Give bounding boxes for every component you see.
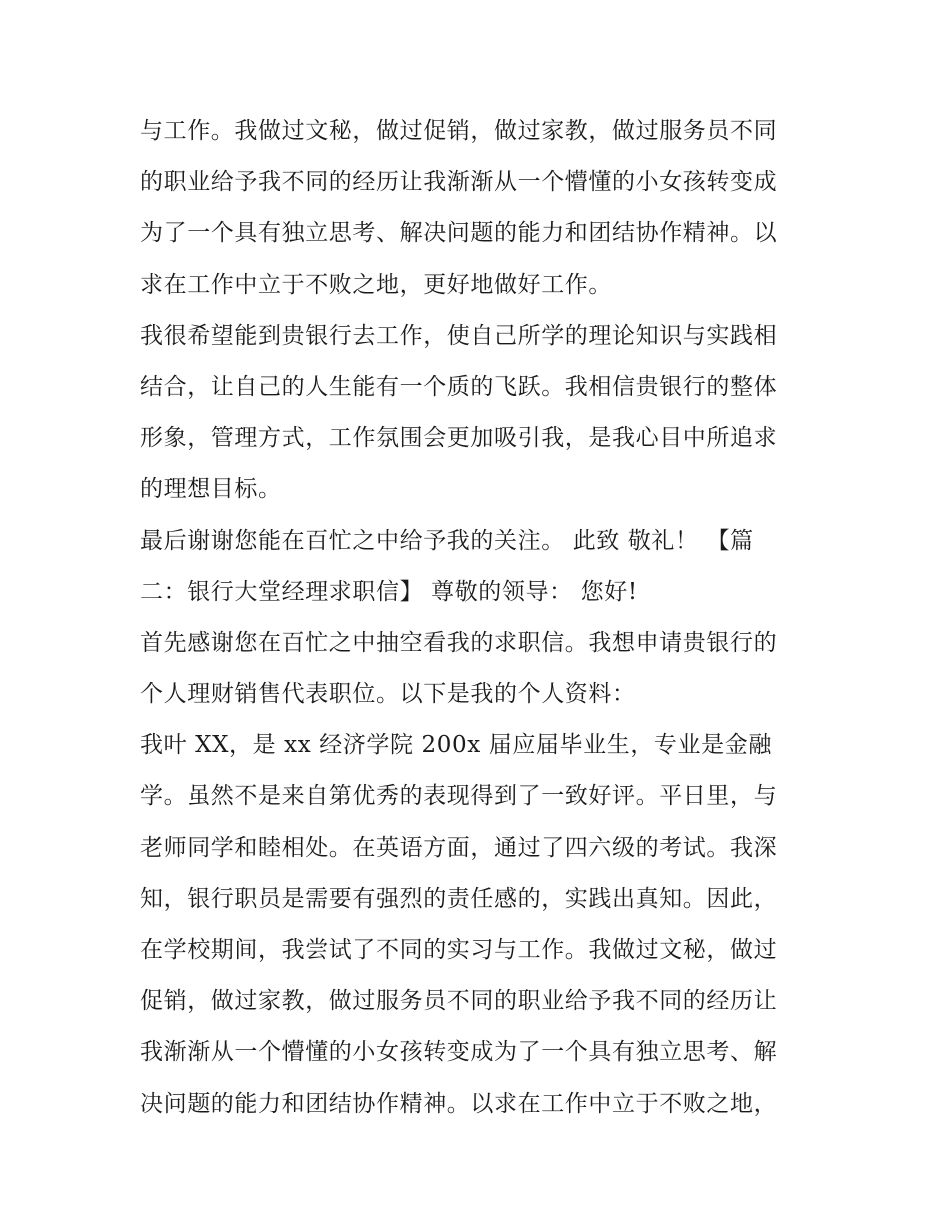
text-line: 我叶 XX，是 xx 经济学院 200x 届应届毕业生，专业是金融 xyxy=(140,732,772,759)
text-line: 首先感谢您在百忙之中抽空看我的求职信。我想申请贵银行的 xyxy=(140,629,778,656)
text-line: 的理想目标。 xyxy=(140,476,282,503)
text-line: 结合，让自己的人生能有一个质的飞跃。我相信贵银行的整体 xyxy=(140,373,778,400)
text-line: 的职业给予我不同的经历让我渐渐从一个懵懂的小女孩转变成 xyxy=(140,169,778,196)
text-line: 为了一个具有独立思考、解决问题的能力和团结协作精神。以 xyxy=(140,220,778,247)
text-line: 促销，做过家教，做过服务员不同的职业给予我不同的经历让 xyxy=(140,988,778,1015)
text-line: 知，银行职员是需要有强烈的责任感的，实践出真知。因此， xyxy=(140,885,778,912)
text-line: 在学校期间，我尝试了不同的实习与工作。我做过文秘，做过 xyxy=(140,937,778,963)
text-line: 形象，管理方式，工作氛围会更加吸引我，是我心目中所追求 xyxy=(140,425,778,452)
text-line: 与工作。我做过文秘，做过促销，做过家教，做过服务员不同 xyxy=(140,118,778,144)
text-line: 老师同学和睦相处。在英语方面，通过了四六级的考试。我深 xyxy=(140,834,778,861)
text-line: 决问题的能力和团结协作精神。以求在工作中立于不败之地， xyxy=(140,1090,778,1117)
text-line: 求在工作中立于不败之地，更好地做好工作。 xyxy=(140,271,612,298)
body-text xyxy=(140,106,830,1130)
text-line: 我很希望能到贵银行去工作，使自己所学的理论知识与实践相 xyxy=(140,322,778,349)
text-line: 二：银行大堂经理求职信】 尊敬的领导： 您好! xyxy=(140,578,638,605)
text-line: 学。虽然不是来自第优秀的表现得到了一致好评。平日里，与 xyxy=(140,783,778,810)
text-line: 我渐渐从一个懵懂的小女孩转变成为了一个具有独立思考、解 xyxy=(140,1039,778,1066)
text-line: 个人理财销售代表职位。以下是我的个人资料： xyxy=(140,681,636,708)
text-line: 最后谢谢您能在百忙之中给予我的关注。 此致 敬礼！ 【篇 xyxy=(140,527,754,554)
